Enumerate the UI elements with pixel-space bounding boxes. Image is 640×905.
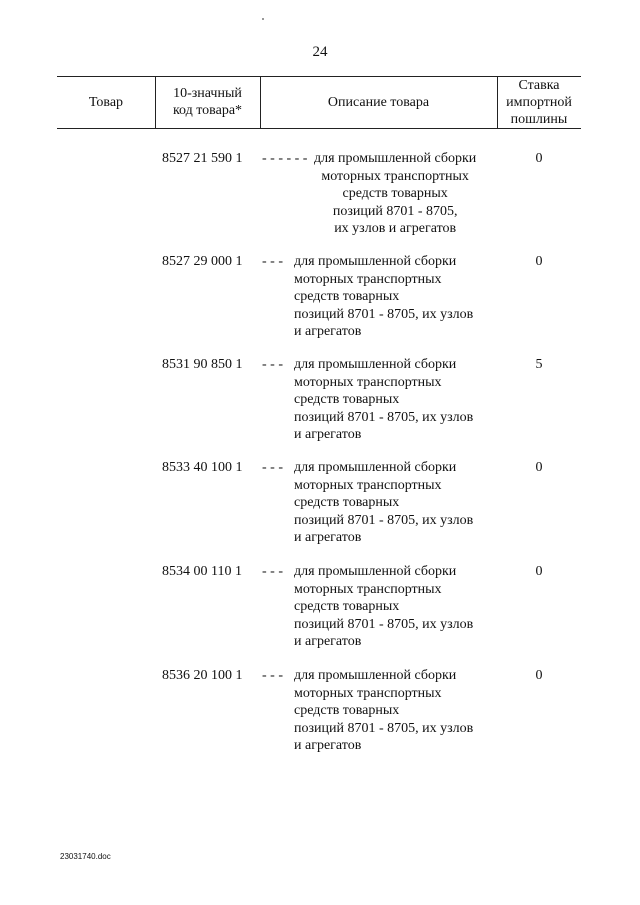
product-description: для промышленной сборки моторных транспортных средств товарных позиций 8701 - 8705, их узлов и агрегатов xyxy=(294,357,474,442)
duty-rate: 0 xyxy=(535,668,543,683)
product-code: 8527 21 590 1 xyxy=(162,151,243,166)
duty-rate: 0 xyxy=(535,460,543,475)
column-header-description: Описание товара xyxy=(327,94,430,110)
column-header-code: 10-значный код товара* xyxy=(172,86,243,118)
product-description: для промышленной сборки моторных транспортных средств товарных позиций 8701 - 8705, их узлов и агрегатов xyxy=(294,460,474,545)
hierarchy-dashes: - - - xyxy=(262,460,283,475)
column-header-tovar: Товар xyxy=(88,94,124,110)
product-code: 8531 90 850 1 xyxy=(162,357,243,372)
column-header-rate: Ставка импортной пошлины xyxy=(506,77,572,127)
duty-rate: 0 xyxy=(535,254,543,269)
document-filename: 23031740.doc xyxy=(60,852,111,861)
hierarchy-dashes: - - - xyxy=(262,357,283,372)
product-description: для промышленной сборки моторных транспортных средств товарных позиций 8701 - 8705, их узлов и агрегатов xyxy=(294,668,474,753)
hierarchy-dashes: - - - xyxy=(262,564,283,579)
duty-rate: 0 xyxy=(535,564,543,579)
product-code: 8536 20 100 1 xyxy=(162,668,243,683)
table-header-bottom-rule xyxy=(57,128,581,129)
product-description: для промышленной сборки моторных транспортных средств товарных позиций 8701 - 8705, их узлов и агрегатов xyxy=(314,151,477,236)
duty-rate: 5 xyxy=(535,357,543,372)
scan-dot xyxy=(262,18,264,20)
product-description: для промышленной сборки моторных транспортных средств товарных позиций 8701 - 8705, их узлов и агрегатов xyxy=(294,564,474,649)
hierarchy-dashes: - - - xyxy=(262,668,283,683)
product-code: 8527 29 000 1 xyxy=(162,254,243,269)
hierarchy-dashes: - - - - - - xyxy=(262,151,308,166)
product-code: 8534 00 110 1 xyxy=(162,564,242,579)
product-description: для промышленной сборки моторных транспортных средств товарных позиций 8701 - 8705, их узлов и агрегатов xyxy=(294,254,474,339)
page-number: 24 xyxy=(312,44,328,60)
duty-rate: 0 xyxy=(535,151,543,166)
product-code: 8533 40 100 1 xyxy=(162,460,243,475)
hierarchy-dashes: - - - xyxy=(262,254,283,269)
